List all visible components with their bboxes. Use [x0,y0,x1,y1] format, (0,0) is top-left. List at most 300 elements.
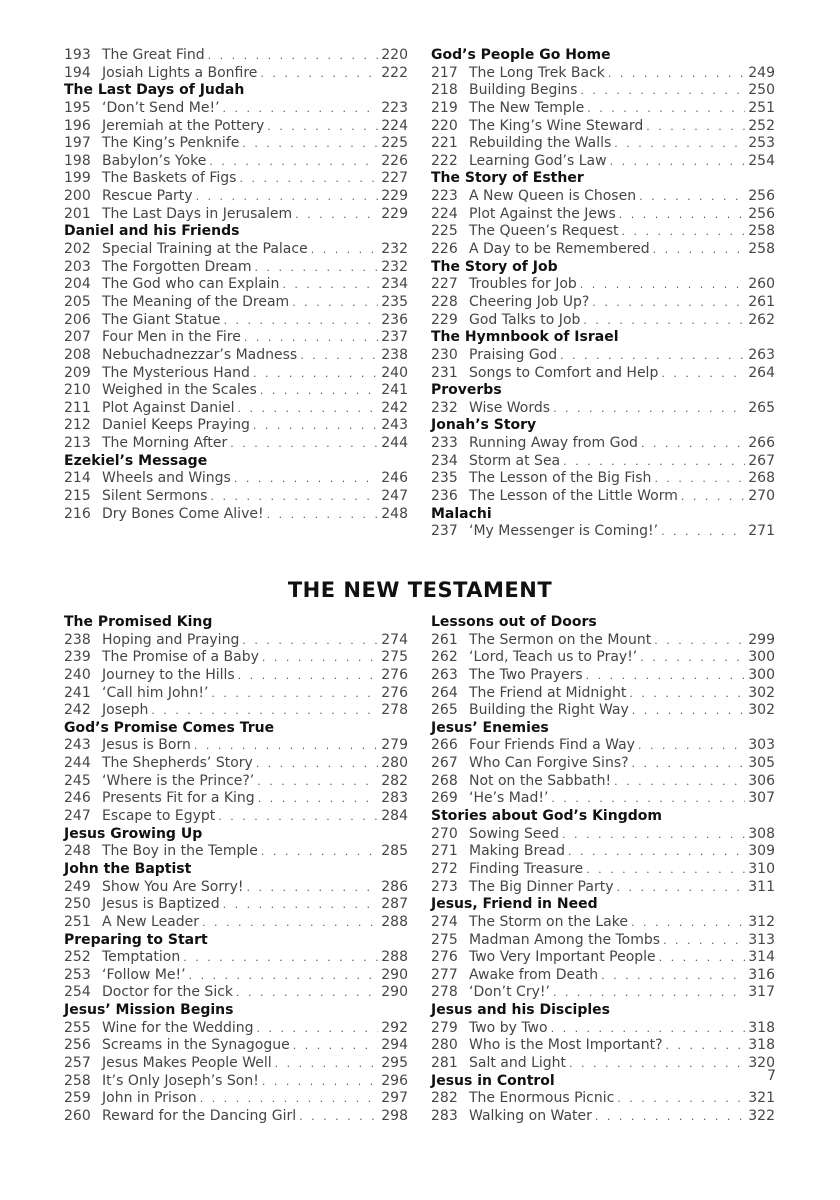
entry-title: Wheels and Wings [102,470,231,487]
entry-number: 213 [64,435,91,452]
entry-number: 236 [431,488,458,505]
entry-title: ‘He’s Mad!’ [469,790,549,807]
entry-title: Plot Against Daniel [102,399,235,416]
entry-number: 218 [431,82,458,99]
entry-page: 278 [381,702,408,719]
entry-number: 201 [64,205,91,222]
entry-number: 204 [64,276,91,293]
entry-title: ‘Don’t Send Me!’ [102,99,220,116]
entry-page: 229 [381,188,408,205]
entry-page: 265 [748,399,775,416]
entry-number: 225 [431,223,458,240]
entry-title: The Friend at Midnight [469,684,627,701]
entry-page: 262 [748,311,775,328]
toc-entry [431,755,775,773]
toc-column-bottom-right [431,614,775,1126]
toc-entry [431,1037,775,1055]
entry-number: 212 [64,417,91,434]
toc-section-heading: Ezekiel’s Message [64,452,208,469]
entry-number: 263 [431,666,458,683]
entry-number: 206 [64,311,91,328]
toc-entry [64,417,408,435]
entry-title: Making Bread [469,843,565,860]
entry-number: 237 [431,523,458,540]
dot-leader [629,685,745,703]
toc-entry [64,773,408,791]
entry-page: 244 [381,435,408,452]
entry-page: 279 [381,737,408,754]
entry-page: 306 [748,772,775,789]
entry-number: 233 [431,435,458,452]
entry-number: 199 [64,170,91,187]
entry-page: 295 [381,1055,408,1072]
entry-page: 225 [381,135,408,152]
toc-entry [64,1037,408,1055]
entry-page: 286 [381,878,408,895]
dot-leader [617,1090,745,1108]
entry-title: Songs to Comfort and Help [469,364,659,381]
entry-title: Babylon’s Yoke [102,152,207,169]
entry-number: 226 [431,241,458,258]
entry-title: Walking on Water [469,1107,592,1124]
entry-page: 234 [381,276,408,293]
entry-page: 310 [748,860,775,877]
toc-entry [431,523,775,541]
entry-page: 292 [381,1019,408,1036]
entry-title: The Queen’s Request [469,223,619,240]
dot-leader [592,294,745,312]
entry-page: 247 [381,488,408,505]
dot-leader [293,1037,379,1055]
entry-page: 232 [381,241,408,258]
dot-leader [218,808,378,826]
entry-page: 248 [381,505,408,522]
entry-number: 197 [64,135,91,152]
toc-entry [431,1108,775,1126]
entry-page: 284 [381,808,408,825]
dot-leader [587,100,745,118]
entry-number: 239 [64,649,91,666]
toc-entry [64,470,408,488]
entry-number: 260 [64,1107,91,1124]
toc-entry [431,967,775,985]
entry-title: Troubles for Job [469,276,577,293]
entry-title: Awake from Death [469,966,599,983]
toc-column-bottom-left [64,614,408,1126]
entry-title: Jesus Makes People Well [102,1055,272,1072]
entry-page: 302 [748,702,775,719]
dot-leader [295,206,378,224]
entry-number: 247 [64,808,91,825]
dot-leader [292,294,378,312]
toc-entry [431,470,775,488]
entry-page: 253 [748,135,775,152]
entry-title: Special Training at the Palace [102,241,308,258]
entry-title: The Boy in the Temple [102,843,258,860]
entry-number: 198 [64,152,91,169]
entry-page: 256 [748,188,775,205]
entry-page: 260 [748,276,775,293]
entry-number: 259 [64,1090,91,1107]
dot-leader [311,241,379,259]
dot-leader [239,170,378,188]
dot-leader [654,632,745,650]
toc-entry [64,435,408,453]
toc-section-heading: The Hymnbook of Israel [431,329,619,346]
toc-entry [64,170,408,188]
dot-leader [260,65,378,83]
entry-title: ‘Call him John!’ [102,684,209,701]
section-heading: THE NEW TESTAMENT [287,578,553,602]
dot-leader [151,702,378,720]
toc-entry [431,206,775,224]
entry-number: 251 [64,913,91,930]
dot-leader [299,1108,378,1126]
page-number: 7 [767,1068,776,1084]
entry-number: 214 [64,470,91,487]
toc-section-heading: God’s Promise Comes True [64,719,275,736]
entry-title: Two Very Important People [469,949,656,966]
entry-number: 203 [64,258,91,275]
entry-number: 222 [431,152,458,169]
dot-leader [551,1020,746,1038]
toc-entry [431,879,775,897]
entry-page: 229 [381,205,408,222]
dot-leader [569,1055,745,1073]
dot-leader [568,843,745,861]
entry-title: Building Begins [469,82,578,99]
toc-entry [64,276,408,294]
entry-page: 264 [748,364,775,381]
entry-title: John in Prison [102,1090,197,1107]
toc-entry [64,632,408,650]
entry-number: 261 [431,631,458,648]
entry-page: 300 [748,666,775,683]
entry-number: 216 [64,505,91,522]
toc-entry [64,206,408,224]
dot-leader [661,523,745,541]
toc-section-heading: The Last Days of Judah [64,82,245,99]
entry-page: 316 [748,966,775,983]
entry-page: 320 [748,1055,775,1072]
entry-page: 287 [381,896,408,913]
entry-page: 313 [748,931,775,948]
entry-title: Jeremiah at the Pottery [102,117,265,134]
entry-title: Jesus is Born [102,737,191,754]
entry-number: 252 [64,949,91,966]
entry-title: Josiah Lights a Bonfire [102,64,258,81]
dot-leader [666,1037,746,1055]
dot-leader [654,470,745,488]
entry-title: Daniel Keeps Praying [102,417,250,434]
entry-page: 251 [748,99,775,116]
entry-title: Not on the Sabbath! [469,772,612,789]
entry-page: 236 [381,311,408,328]
toc-entry [64,329,408,347]
entry-title: The Mysterious Hand [102,364,250,381]
dot-leader [253,365,378,383]
dot-leader [551,790,745,808]
entry-title: Who is the Most Important? [469,1037,663,1054]
entry-page: 294 [381,1037,408,1054]
entry-number: 219 [431,99,458,116]
dot-leader [257,773,378,791]
dot-leader [653,241,746,259]
toc-section-heading: Daniel and his Friends [64,223,240,240]
entry-number: 243 [64,737,91,754]
entry-number: 280 [431,1037,458,1054]
toc-entry [431,949,775,967]
dot-leader [614,773,745,791]
dot-leader [553,400,745,418]
toc-entry [64,790,408,808]
entry-title: Screams in the Synagogue [102,1037,290,1054]
entry-page: 290 [381,966,408,983]
dot-leader [260,382,378,400]
entry-number: 253 [64,966,91,983]
entry-title: Four Friends Find a Way [469,737,635,754]
dot-leader [223,896,379,914]
entry-number: 230 [431,346,458,363]
entry-number: 255 [64,1019,91,1036]
entry-number: 258 [64,1072,91,1089]
entry-page: 268 [748,470,775,487]
dot-leader [275,1055,379,1073]
entry-number: 194 [64,64,91,81]
entry-title: The Storm on the Lake [469,913,628,930]
entry-number: 210 [64,382,91,399]
entry-title: The Meaning of the Dream [102,293,290,310]
entry-number: 277 [431,966,458,983]
toc-entry [64,188,408,206]
toc-section-heading: Jesus in Control [431,1072,555,1089]
toc-entry [431,685,775,703]
dot-leader [632,755,746,773]
dot-leader [210,488,378,506]
entry-page: 299 [748,631,775,648]
entry-page: 250 [748,82,775,99]
entry-title: Silent Sermons [102,488,208,505]
dot-leader [267,506,379,524]
entry-title: The Two Prayers [469,666,583,683]
entry-page: 252 [748,117,775,134]
dot-leader [580,276,745,294]
entry-title: Doctor for the Sick [102,984,234,1001]
entry-page: 314 [748,949,775,966]
toc-entry [431,737,775,755]
toc-entry [64,259,408,277]
dot-leader [256,755,378,773]
entry-page: 223 [381,99,408,116]
entry-number: 273 [431,878,458,895]
toc-entry [431,365,775,383]
entry-number: 245 [64,772,91,789]
entry-title: Wine for the Wedding [102,1019,254,1036]
dot-leader [262,1073,378,1091]
entry-title: The Morning After [102,435,228,452]
entry-title: The King’s Wine Steward [469,117,644,134]
entry-page: 249 [748,64,775,81]
entry-title: ‘Don’t Cry!’ [469,984,550,1001]
entry-number: 211 [64,399,91,416]
entry-title: The New Temple [469,99,585,116]
entry-number: 244 [64,755,91,772]
toc-entry [64,879,408,897]
entry-page: 288 [381,949,408,966]
entry-title: Weighed in the Scales [102,382,257,399]
entry-page: 280 [381,755,408,772]
entry-number: 238 [64,631,91,648]
entry-page: 276 [381,684,408,701]
entry-page: 222 [381,64,408,81]
entry-title: The Lesson of the Little Worm [469,488,678,505]
entry-number: 228 [431,293,458,310]
dot-leader [209,153,378,171]
entry-page: 296 [381,1072,408,1089]
dot-leader [211,685,378,703]
toc-entry [64,949,408,967]
toc-section-heading: Jonah’s Story [431,417,537,434]
toc-entry [431,135,775,153]
toc-entry [64,135,408,153]
dot-leader [619,206,745,224]
dot-leader [247,879,379,897]
toc-entry [64,649,408,667]
entry-number: 229 [431,311,458,328]
entry-page: 237 [381,329,408,346]
toc-entry [64,755,408,773]
entry-title: A Day to be Remembered [469,241,650,258]
entry-page: 309 [748,843,775,860]
toc-entry [431,932,775,950]
entry-number: 249 [64,878,91,895]
entry-number: 231 [431,364,458,381]
entry-title: Temptation [102,949,181,966]
toc-entry [64,118,408,136]
entry-page: 312 [748,913,775,930]
entry-number: 281 [431,1055,458,1072]
dot-leader [244,329,378,347]
entry-title: Escape to Egypt [102,808,216,825]
toc-section-heading: Malachi [431,505,492,522]
entry-number: 250 [64,896,91,913]
toc-section-heading: Jesus Growing Up [64,825,203,842]
dot-leader [183,949,378,967]
entry-page: 227 [381,170,408,187]
entry-page: 258 [748,223,775,240]
entry-number: 208 [64,346,91,363]
dot-leader [267,118,378,136]
entry-number: 193 [64,47,91,63]
dot-leader [200,1090,379,1108]
dot-leader [238,667,379,685]
dot-leader [261,843,378,861]
toc-entry [431,984,775,1002]
entry-title: Two by Two [469,1019,548,1036]
entry-title: The Promise of a Baby [102,649,259,666]
toc-entry [431,1055,775,1073]
entry-page: 246 [381,470,408,487]
toc-entry [431,790,775,808]
entry-page: 241 [381,382,408,399]
entry-number: 268 [431,772,458,789]
toc-column-top-left [64,47,408,523]
entry-page: 311 [748,878,775,895]
toc-section-heading: Jesus, Friend in Need [431,896,598,913]
entry-title: Rescue Party [102,188,193,205]
toc-entry [431,153,775,171]
toc-entry [431,649,775,667]
toc-entry [64,843,408,861]
dot-leader [562,826,745,844]
entry-title: Running Away from God [469,435,638,452]
toc-entry [431,1020,775,1038]
entry-number: 246 [64,790,91,807]
entry-page: 261 [748,293,775,310]
entry-page: 258 [748,241,775,258]
entry-number: 224 [431,205,458,222]
toc-entry [64,506,408,524]
toc-entry [431,347,775,365]
dot-leader [631,914,745,932]
entry-page: 308 [748,825,775,842]
entry-number: 278 [431,984,458,1001]
toc-entry [64,65,408,83]
entry-title: Show You Are Sorry! [102,878,244,895]
dot-leader [258,790,379,808]
entry-title: The Sermon on the Mount [469,631,652,648]
toc-entry [431,241,775,259]
dot-leader [282,276,378,294]
entry-number: 235 [431,470,458,487]
toc-entry [64,294,408,312]
dot-leader [196,188,379,206]
entry-number: 221 [431,135,458,152]
toc-entry [64,1108,408,1126]
entry-title: The Great Find [102,47,205,63]
dot-leader [681,488,745,506]
entry-page: 285 [381,843,408,860]
toc-entry [431,914,775,932]
dot-leader [563,453,745,471]
entry-page: 271 [748,523,775,540]
entry-title: The Forgotten Dream [102,258,252,275]
entry-number: 200 [64,188,91,205]
toc-entry [431,843,775,861]
entry-page: 290 [381,984,408,1001]
entry-number: 279 [431,1019,458,1036]
dot-leader [663,932,745,950]
dot-leader [223,100,379,118]
entry-title: The Last Days in Jerusalem [102,205,293,222]
dot-leader [300,347,378,365]
toc-entry [431,82,775,100]
toc-section-heading: Preparing to Start [64,931,208,948]
dot-leader [661,365,745,383]
entry-title: The Big Dinner Party [469,878,614,895]
entry-page: 267 [748,452,775,469]
dot-leader [242,135,378,153]
entry-title: Nebuchadnezzar’s Madness [102,346,298,363]
entry-title: Who Can Forgive Sins? [469,755,629,772]
entry-page: 232 [381,258,408,275]
entry-title: Finding Treasure [469,860,584,877]
entry-number: 195 [64,99,91,116]
toc-section-heading: Lessons out of Doors [431,614,597,630]
entry-title: Hoping and Praying [102,631,240,648]
entry-page: 224 [381,117,408,134]
dot-leader [262,649,378,667]
